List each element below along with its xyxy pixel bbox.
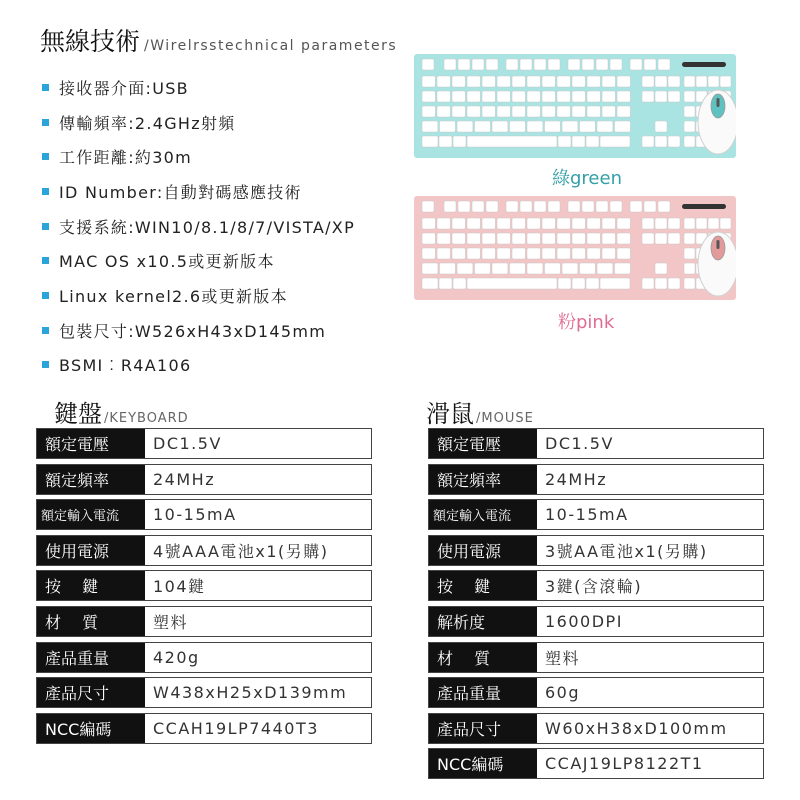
keyboard-key	[467, 218, 480, 229]
keyboard-key	[572, 278, 585, 289]
row-label: 額定電壓	[429, 429, 537, 458]
keyboard-key	[422, 201, 434, 212]
keyboard-key	[534, 201, 546, 212]
keyboard-key	[708, 218, 719, 229]
mouse-spec-table	[428, 428, 764, 784]
keyboard-key	[548, 59, 560, 70]
indicator-strip	[682, 204, 726, 209]
keyboard-key	[617, 91, 630, 102]
keyboard-key	[655, 233, 667, 244]
keyboard-key	[684, 121, 695, 132]
keyboard-key	[444, 59, 456, 70]
keyboard-key	[506, 59, 518, 70]
keyboard-key	[467, 136, 557, 147]
spec-text: 接收器介面:USB	[59, 78, 189, 98]
keyboard-key	[572, 233, 585, 244]
keyboard-key	[512, 248, 525, 259]
keyboard-key	[696, 76, 707, 87]
keyboard-key	[492, 263, 508, 274]
keyboard-key	[439, 136, 452, 147]
keyboard-key	[452, 106, 465, 117]
table-row	[36, 464, 372, 495]
keyboard-key	[610, 201, 622, 212]
row-label: 產品重量	[37, 643, 145, 672]
spec-item	[42, 278, 355, 313]
keyboard-key	[642, 233, 654, 244]
keyboard-key	[720, 76, 731, 87]
green-keyboard-mouse-image	[414, 54, 736, 158]
keyboard-key	[617, 218, 630, 229]
row-label: 使用電源	[429, 536, 537, 565]
bullet-square-icon	[42, 361, 49, 368]
keyboard-key	[482, 248, 495, 259]
keyboard-key	[453, 136, 466, 147]
keyboard-key	[602, 218, 615, 229]
keyboard-key	[586, 278, 599, 289]
table-row	[428, 570, 764, 601]
keyboard-key	[586, 136, 599, 147]
keyboard-key	[642, 136, 654, 147]
keyboard-key	[482, 91, 495, 102]
keyboard-key	[572, 248, 585, 259]
keyboard-key	[497, 218, 510, 229]
keyboard-key	[572, 91, 585, 102]
keyboard-key	[542, 91, 555, 102]
keyboard-key	[602, 248, 615, 259]
keyboard-key	[580, 121, 596, 132]
mouse-subtitle: /MOUSE	[476, 411, 534, 426]
row-value: DC1.5V	[545, 434, 614, 453]
row-value: 10-15mA	[545, 505, 629, 525]
keyboard-key	[527, 121, 543, 132]
spec-text: MAC OS x10.5或更新版本	[59, 252, 275, 272]
keyboard-key	[482, 76, 495, 87]
row-value: 10-15mA	[153, 505, 237, 525]
keyboard-spec-table	[36, 428, 372, 748]
keyboard-key	[655, 278, 667, 289]
row-value: 4號AAA電池x1(另購)	[153, 541, 329, 561]
keyboard-key	[668, 91, 680, 102]
keyboard-key	[497, 233, 510, 244]
keyboard-key	[545, 121, 561, 132]
keyboard-key	[597, 263, 613, 274]
keyboard-key	[568, 59, 580, 70]
keyboard-key	[684, 248, 695, 259]
table-row	[36, 428, 372, 459]
keyboard-key	[482, 233, 495, 244]
keyboard-key	[587, 76, 600, 87]
row-label: 額定輸入電流	[37, 500, 145, 529]
keyboard-key	[655, 121, 667, 132]
row-value: 塑料	[153, 612, 189, 632]
keyboard-key	[452, 233, 465, 244]
keyboard-key	[437, 76, 450, 87]
spec-text: 傳輸頻率:2.4GHz射頻	[59, 113, 236, 133]
keyboard-key	[452, 91, 465, 102]
keyboard-key	[452, 248, 465, 259]
pink-keyboard-mouse-image	[414, 196, 736, 300]
keyboard-key	[708, 76, 719, 87]
keyboard-key	[452, 218, 465, 229]
keyboard-key	[527, 76, 540, 87]
keyboard-key	[562, 263, 578, 274]
keyboard-key	[482, 218, 495, 229]
indicator-strip	[682, 62, 726, 67]
keyboard-key	[458, 201, 470, 212]
keyboard-key	[655, 263, 667, 274]
keyboard-key	[655, 136, 667, 147]
keyboard-key	[602, 76, 615, 87]
table-row	[36, 570, 372, 601]
keyboard-key	[497, 248, 510, 259]
keyboard-key	[572, 106, 585, 117]
keyboard-key	[527, 248, 540, 259]
spec-item	[42, 174, 355, 209]
keyboard-key	[422, 218, 435, 229]
table-row	[428, 713, 764, 744]
keyboard-key	[600, 278, 630, 289]
row-label: 使用電源	[37, 536, 145, 565]
keyboard-key	[422, 136, 438, 147]
keyboard-key	[422, 263, 438, 274]
keyboard-key	[472, 59, 484, 70]
keyboard-key	[492, 121, 508, 132]
keyboard-key	[527, 218, 540, 229]
keyboard-key	[534, 59, 546, 70]
row-label: NCC編碼	[37, 714, 145, 743]
keyboard-key	[668, 136, 680, 147]
keyboard-key	[582, 59, 594, 70]
row-value: W60xH38xD100mm	[545, 718, 728, 738]
keyboard-title-text: 鍵盤	[54, 400, 102, 428]
keyboard-key	[486, 59, 498, 70]
keyboard-key	[684, 76, 695, 87]
keyboard-key	[696, 218, 707, 229]
keyboard-key	[422, 248, 435, 259]
bullet-square-icon	[42, 119, 49, 126]
row-value: DC1.5V	[153, 434, 222, 453]
spec-item	[42, 105, 355, 140]
spec-text: BSMI︰R4A106	[59, 356, 192, 376]
keyboard-key	[658, 59, 670, 70]
keyboard-key	[437, 233, 450, 244]
keyboard-key	[596, 59, 608, 70]
keyboard-key	[467, 106, 480, 117]
green-color-label: 綠green	[552, 168, 622, 189]
page-subtitle: /Wirelrsstechnical parameters	[144, 38, 398, 54]
bullet-square-icon	[42, 188, 49, 195]
row-label: 按 鍵	[37, 571, 145, 600]
row-label: 額定頻率	[429, 465, 537, 494]
row-label: 材 質	[37, 607, 145, 636]
keyboard-key	[486, 201, 498, 212]
keyboard-key	[437, 248, 450, 259]
keyboard-key	[655, 91, 667, 102]
keyboard-key	[422, 91, 435, 102]
row-label: 產品重量	[429, 678, 537, 707]
table-row	[428, 677, 764, 708]
keyboard-key	[497, 91, 510, 102]
keyboard-key	[587, 233, 600, 244]
keyboard-key	[630, 201, 642, 212]
keyboard-key	[587, 218, 600, 229]
keyboard-key	[630, 59, 642, 70]
keyboard-key	[684, 233, 695, 244]
keyboard-key	[437, 91, 450, 102]
keyboard-key	[557, 233, 570, 244]
keyboard-key	[587, 248, 600, 259]
keyboard-section-title	[54, 394, 189, 429]
keyboard-key	[668, 278, 680, 289]
keyboard-key	[596, 201, 608, 212]
keyboard-key	[467, 233, 480, 244]
spec-item	[42, 209, 355, 244]
keyboard-key	[602, 91, 615, 102]
table-row	[36, 677, 372, 708]
keyboard-key	[668, 76, 680, 87]
keyboard-key	[617, 106, 630, 117]
spec-item	[42, 70, 355, 105]
keyboard-key	[457, 263, 473, 274]
table-row	[36, 499, 372, 530]
keyboard-key	[467, 278, 557, 289]
keyboard-key	[422, 76, 435, 87]
keyboard-key	[610, 59, 622, 70]
keyboard-key	[580, 263, 596, 274]
spec-text: Linux kernel2.6或更新版本	[59, 286, 288, 306]
keyboard-key	[655, 218, 667, 229]
spec-text: 工作距離:約30m	[59, 148, 193, 168]
keyboard-key	[512, 91, 525, 102]
keyboard-key	[422, 278, 438, 289]
keyboard-key	[440, 121, 456, 132]
row-label: 額定頻率	[37, 465, 145, 494]
keyboard-key	[602, 106, 615, 117]
row-value: 3號AA電池x1(另購)	[545, 541, 708, 561]
keyboard-key	[497, 106, 510, 117]
keyboard-key	[615, 121, 631, 132]
row-value: W438xH25xD139mm	[153, 683, 348, 703]
keyboard-key	[558, 136, 571, 147]
keyboard-key	[557, 248, 570, 259]
keyboard-key	[572, 76, 585, 87]
table-row	[36, 606, 372, 637]
keyboard-key	[444, 201, 456, 212]
keyboard-key	[520, 59, 532, 70]
mouse-scroll-wheel	[717, 98, 720, 107]
table-row	[428, 428, 764, 459]
keyboard-key	[458, 59, 470, 70]
page-title-text: 無線技術	[40, 27, 141, 56]
keyboard-key	[587, 106, 600, 117]
keyboard-key	[644, 59, 656, 70]
keyboard-key	[644, 201, 656, 212]
keyboard-key	[527, 91, 540, 102]
row-value: 60g	[545, 683, 581, 703]
mouse-scroll-wheel	[717, 240, 720, 249]
row-value: 塑料	[545, 648, 581, 668]
mouse-section-title	[426, 394, 534, 429]
table-row	[36, 713, 372, 744]
row-value: 420g	[153, 647, 200, 667]
row-label: 額定輸入電流	[429, 500, 537, 529]
bullet-square-icon	[42, 153, 49, 160]
keyboard-key	[658, 201, 670, 212]
keyboard-key	[542, 248, 555, 259]
keyboard-key	[457, 121, 473, 132]
bullet-square-icon	[42, 327, 49, 334]
keyboard-key	[472, 201, 484, 212]
keyboard-key	[600, 136, 630, 147]
keyboard-key	[582, 201, 594, 212]
keyboard-key	[510, 121, 526, 132]
keyboard-key	[422, 233, 435, 244]
table-row	[428, 464, 764, 495]
table-row	[428, 499, 764, 530]
spec-text: ID Number:自動對碼感應技術	[59, 182, 302, 202]
table-row	[428, 606, 764, 637]
row-label: NCC編碼	[429, 749, 537, 778]
keyboard-key	[597, 121, 613, 132]
keyboard-key	[557, 76, 570, 87]
keyboard-key	[422, 59, 434, 70]
row-value: 24MHz	[545, 469, 608, 489]
row-label: 按 鍵	[429, 571, 537, 600]
table-row	[36, 642, 372, 673]
spec-item	[42, 313, 355, 348]
keyboard-key	[440, 263, 456, 274]
keyboard-key	[557, 106, 570, 117]
keyboard-key	[467, 248, 480, 259]
keyboard-key	[572, 136, 585, 147]
keyboard-key	[684, 278, 695, 289]
keyboard-key	[467, 91, 480, 102]
row-value: 1600DPI	[545, 611, 623, 631]
row-value: 3鍵(含滾輪)	[545, 577, 643, 597]
spec-text: 支援系統:WIN10/8.1/8/7/VISTA/XP	[59, 217, 356, 237]
keyboard-key	[617, 248, 630, 259]
keyboard-key	[684, 91, 695, 102]
keyboard-key	[542, 76, 555, 87]
keyboard-key	[475, 121, 491, 132]
keyboard-key	[542, 233, 555, 244]
keyboard-key	[562, 121, 578, 132]
keyboard-key	[615, 263, 631, 274]
keyboard-key	[542, 218, 555, 229]
bullet-square-icon	[42, 223, 49, 230]
keyboard-key	[453, 278, 466, 289]
keyboard-key	[587, 91, 600, 102]
table-row	[36, 535, 372, 566]
keyboard-key	[520, 201, 532, 212]
spec-item	[42, 348, 355, 383]
keyboard-key	[602, 233, 615, 244]
keyboard-key	[642, 91, 654, 102]
keyboard-key	[558, 278, 571, 289]
keyboard-key	[720, 218, 731, 229]
bullet-square-icon	[42, 257, 49, 264]
keyboard-key	[422, 106, 435, 117]
keyboard-key	[422, 121, 438, 132]
keyboard-key	[668, 218, 680, 229]
keyboard-key	[642, 278, 654, 289]
keyboard-key	[512, 233, 525, 244]
row-value: CCAJ19LP8122T1	[545, 754, 704, 774]
spec-text: 包裝尺寸:W526xH43xD145mm	[59, 321, 327, 341]
keyboard-key	[512, 106, 525, 117]
row-label: 額定電壓	[37, 429, 145, 458]
keyboard-key	[557, 91, 570, 102]
table-row	[428, 535, 764, 566]
row-value: 104鍵	[153, 577, 206, 597]
keyboard-key	[452, 76, 465, 87]
keyboard-key	[545, 263, 561, 274]
keyboard-key	[439, 278, 452, 289]
keyboard-key	[512, 76, 525, 87]
keyboard-key	[506, 201, 518, 212]
keyboard-key	[684, 218, 695, 229]
keyboard-subtitle: /KEYBOARD	[104, 411, 189, 426]
table-row	[428, 748, 764, 779]
keyboard-key	[668, 233, 680, 244]
spec-item	[42, 139, 355, 174]
pink-color-label: 粉pink	[558, 312, 615, 333]
keyboard-key	[542, 106, 555, 117]
keyboard-key	[684, 263, 695, 274]
green-keyboard-svg	[414, 54, 736, 158]
keyboard-key	[684, 106, 695, 117]
keyboard-key	[548, 201, 560, 212]
pink-keyboard-svg	[414, 196, 736, 300]
wireless-spec-list	[42, 70, 355, 382]
keyboard-key	[497, 76, 510, 87]
keyboard-key	[617, 233, 630, 244]
keyboard-key	[557, 218, 570, 229]
keyboard-key	[568, 201, 580, 212]
keyboard-key	[642, 76, 654, 87]
spec-item	[42, 243, 355, 278]
mouse-title-text: 滑鼠	[426, 400, 474, 428]
keyboard-key	[512, 218, 525, 229]
row-label: 解析度	[429, 607, 537, 636]
bullet-square-icon	[42, 292, 49, 299]
page-title	[40, 22, 397, 58]
keyboard-key	[437, 218, 450, 229]
row-value: CCAH19LP7440T3	[153, 718, 319, 738]
keyboard-key	[684, 136, 695, 147]
keyboard-key	[510, 263, 526, 274]
row-label: 材 質	[429, 643, 537, 672]
keyboard-key	[527, 263, 543, 274]
bullet-square-icon	[42, 84, 49, 91]
keyboard-key	[642, 218, 654, 229]
row-label: 產品尺寸	[37, 678, 145, 707]
keyboard-key	[527, 233, 540, 244]
keyboard-key	[475, 263, 491, 274]
row-label: 產品尺寸	[429, 714, 537, 743]
keyboard-key	[437, 106, 450, 117]
keyboard-key	[467, 76, 480, 87]
keyboard-key	[572, 218, 585, 229]
table-row	[428, 642, 764, 673]
row-value: 24MHz	[153, 469, 216, 489]
keyboard-key	[617, 76, 630, 87]
keyboard-key	[527, 106, 540, 117]
keyboard-key	[482, 106, 495, 117]
keyboard-key	[655, 76, 667, 87]
